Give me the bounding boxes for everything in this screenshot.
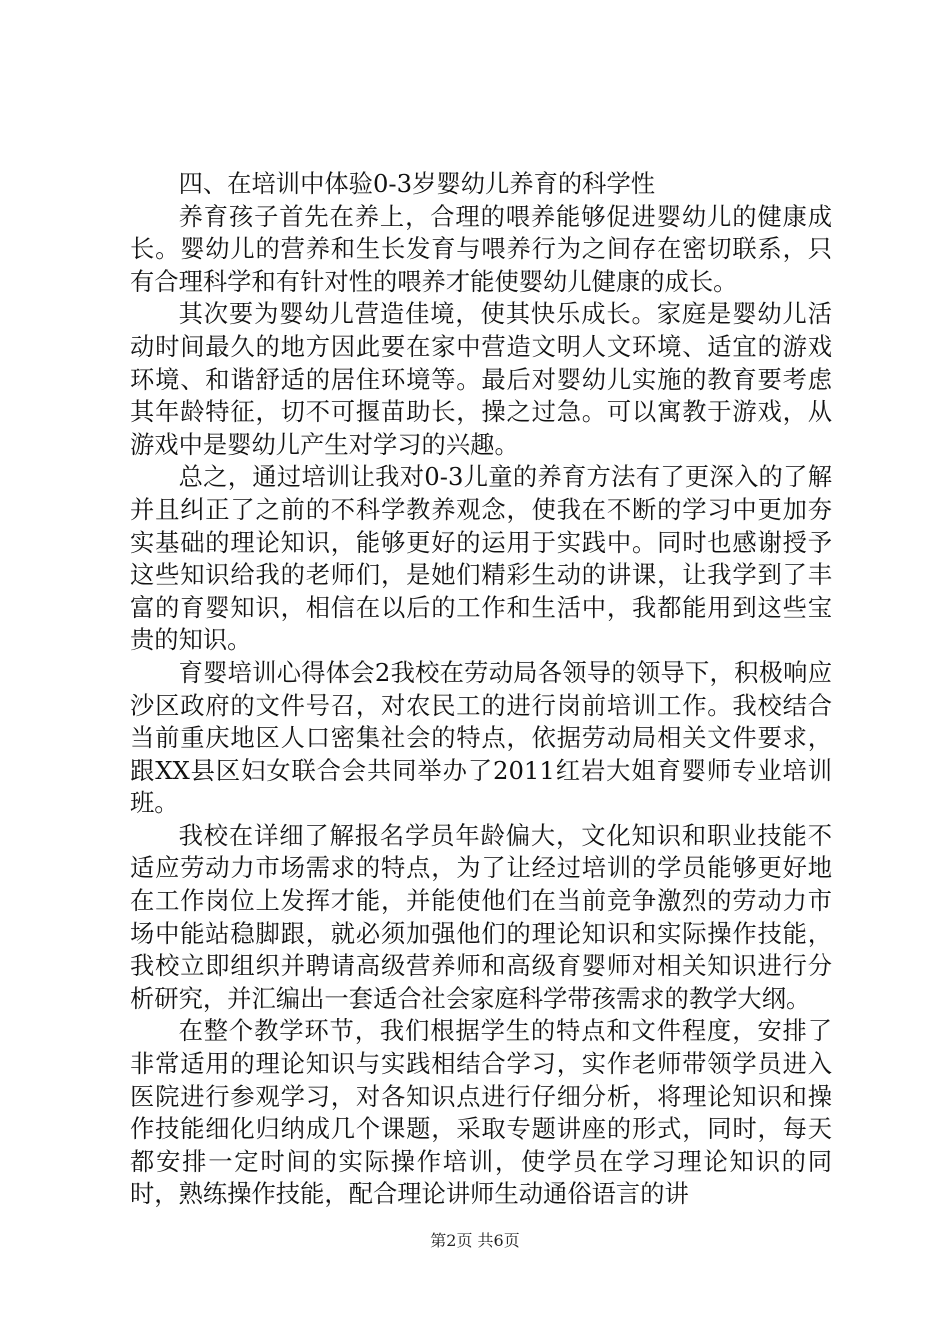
paragraph: 其次要为婴幼儿营造佳境，使其快乐成长。家庭是婴幼儿活动时间最久的地方因此要在家中营造文明人文环境、适宜的游戏环境、和谐舒适的居住环境等。最后对婴幼儿实施的教育要考虑其年龄特征，切不可揠苗助长，操之过急。可以寓教于游戏，从游戏中是婴幼儿产生对学习的兴趣。 (130, 299, 832, 459)
paragraph: 育婴培训心得体会2我校在劳动局各领导的领导下，积极响应沙区政府的文件号召，对农民工的进行岗前培训工作。我校结合当前重庆地区人口密集社会的特点，依据劳动局相关文件要求，跟XX县区妇女联合会共同举办了2011红岩大姐育婴师专业培训班。 (130, 657, 832, 818)
paragraph: 总之，通过培训让我对0-3儿童的养育方法有了更深入的了解并且纠正了之前的不科学教养观念，使我在不断的学习中更加夯实基础的理论知识，能够更好的运用于实践中。同时也感谢授予这些知识给我的老师们，是她们精彩生动的讲课，让我学到了丰富的育婴知识，相信在以后的工作和生活中，我都能用到这些宝贵的知识。 (130, 462, 832, 655)
section-heading: 四、在培训中体验0-3岁婴幼儿养育的科学性 (178, 169, 656, 198)
paragraph: 养育孩子首先在养上，合理的喂养能够促进婴幼儿的健康成长。婴幼儿的营养和生长发育与喂养行为之间存在密切联系，只有合理科学和有针对性的喂养才能使婴幼儿健康的成长。 (130, 201, 832, 296)
document-body (130, 168, 832, 1211)
page-footer: 第2页 共6页 (430, 1231, 520, 1250)
paragraph: 我校在详细了解报名学员年龄偏大，文化知识和职业技能不适应劳动力市场需求的特点，为了让经过培训的学员能够更好地在工作岗位上发挥才能，并能使他们在当前竞争激烈的劳动力市场中能站稳脚跟，就必须加强他们的理论知识和实际操作技能，我校立即组织并聘请高级营养师和高级育婴师对相关知识进行分析研究，并汇编出一套适合社会家庭科学带孩需求的教学大纲。 (130, 820, 832, 1013)
paragraph: 在整个教学环节，我们根据学生的特点和文件程度，安排了非常适用的理论知识与实践相结合学习，实作老师带领学员进入医院进行参观学习，对各知识点进行仔细分析，将理论知识和操作技能细化归纳成几个课题，采取专题讲座的形式，同时，每天都安排一定时间的实际操作培训，使学员在学习理论知识的同时，熟练操作技能，配合理论讲师生动通俗语言的讲 (130, 1016, 832, 1209)
